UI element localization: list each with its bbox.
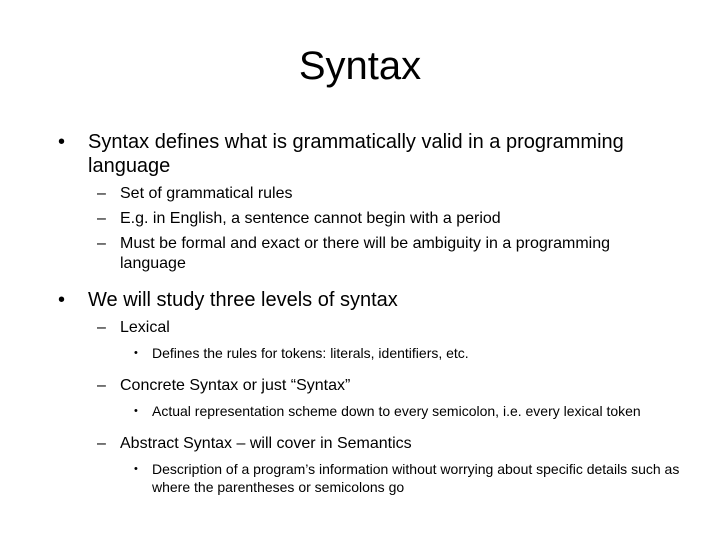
sub-point bbox=[0, 318, 720, 338]
detail-text: Actual representation scheme down to every semicolon, i.e. every lexical token bbox=[152, 403, 641, 419]
sub-point-text: Abstract Syntax – will cover in Semantics bbox=[120, 435, 412, 452]
detail-point bbox=[0, 460, 720, 496]
dash-icon: – bbox=[97, 210, 106, 227]
dash-icon: – bbox=[97, 185, 106, 202]
bullet-icon: • bbox=[58, 131, 66, 153]
sub-point-text: Must be formal and exact or there will be ambiguity in a programming language bbox=[120, 235, 610, 272]
bullet-point bbox=[0, 288, 720, 312]
sub-point bbox=[0, 184, 720, 204]
sub-point-text: Lexical bbox=[120, 319, 170, 336]
small-bullet-icon: • bbox=[134, 463, 138, 475]
bullet-point bbox=[0, 130, 720, 178]
bullet-text: We will study three levels of syntax bbox=[88, 289, 398, 311]
detail-point bbox=[0, 344, 720, 362]
small-bullet-icon: • bbox=[134, 405, 138, 417]
small-bullet-icon: • bbox=[134, 347, 138, 359]
bullet-text: Syntax defines what is grammatically valid in a programming language bbox=[88, 131, 624, 177]
detail-point bbox=[0, 402, 720, 420]
sub-point bbox=[0, 234, 720, 274]
dash-icon: – bbox=[97, 235, 106, 252]
sub-point bbox=[0, 376, 720, 396]
sub-point-text: Concrete Syntax or just “Syntax” bbox=[120, 377, 351, 394]
dash-icon: – bbox=[97, 377, 106, 394]
slide-content bbox=[0, 130, 720, 496]
sub-point bbox=[0, 209, 720, 229]
slide-title: Syntax bbox=[298, 44, 422, 88]
dash-icon: – bbox=[97, 319, 106, 336]
dash-icon: – bbox=[97, 435, 106, 452]
detail-text: Description of a program’s information without worrying about specific details such as where the parentheses or semicolons go bbox=[152, 461, 680, 495]
sub-point-text: E.g. in English, a sentence cannot begin with a period bbox=[120, 210, 501, 227]
sub-point-text: Set of grammatical rules bbox=[120, 185, 293, 202]
bullet-icon: • bbox=[58, 289, 66, 311]
detail-text: Defines the rules for tokens: literals, identifiers, etc. bbox=[152, 345, 469, 361]
sub-point bbox=[0, 434, 720, 454]
